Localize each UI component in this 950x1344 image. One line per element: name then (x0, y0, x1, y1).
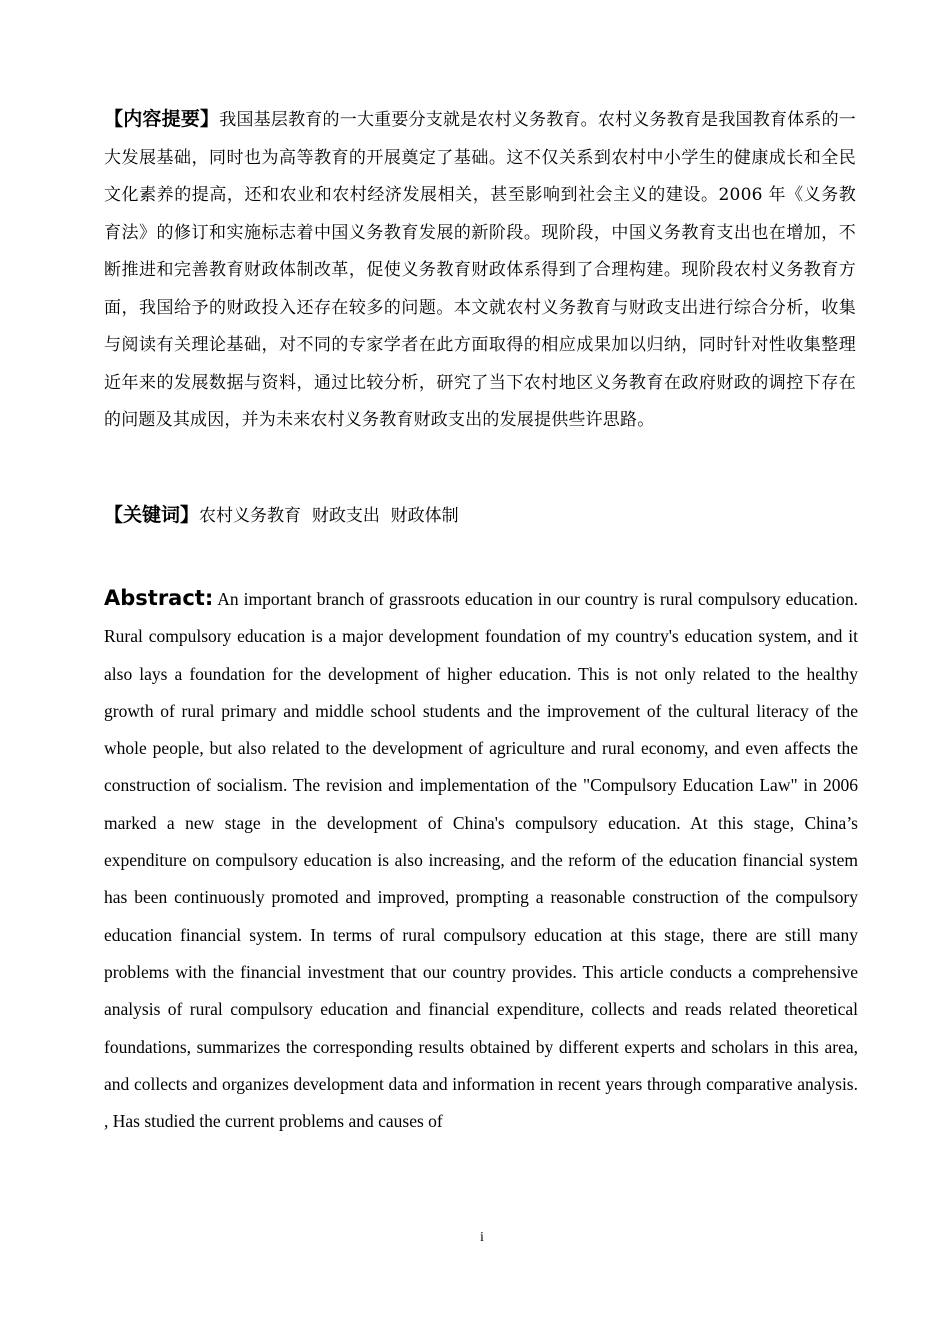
page-number: i (480, 1230, 484, 1245)
english-abstract-heading: Abstract: (104, 586, 214, 610)
english-abstract (104, 580, 858, 1140)
english-abstract-body: An important branch of grassroots education in our country is rural compulsory education. Rural compulsory education is a major development foundation of my country's education system, and it also lays a foundation for the development of higher education. This is not only related to the healthy growth of rural primary and middle school students and the improvement of the cultural literacy of the whole people, but also related to the development of agriculture and rural economy, and even affects the construction of socialism. The revision and implementation of the "Compulsory Education Law" in 2006 marked a new stage in the development of China's compulsory education. At this stage, China’s expenditure on compulsory education is also increasing, and the reform of the education financial system has been continuously promoted and improved, prompting a reasonable construction of the compulsory education financial system. In terms of rural compulsory education at this stage, there are still many problems with the financial investment that our country provides. This article conducts a comprehensive analysis of rural compulsory education and financial expenditure, collects and reads related theoretical foundations, summarizes the corresponding results obtained by different experts and scholars in this area, and collects and organizes development data and information in recent years through comparative analysis. , Has studied the current problems and causes of (104, 589, 858, 1132)
chinese-abstract-heading: 【内容提要】 (104, 108, 220, 130)
chinese-keywords-heading: 【关键词】 (104, 504, 200, 526)
chinese-keywords-body: 农村义务教育 财政支出 财政体制 (199, 506, 459, 526)
chinese-abstract (104, 101, 856, 440)
chinese-keywords (104, 498, 856, 533)
chinese-abstract-body: 我国基层教育的一大重要分支就是农村义务教育。农村义务教育是我国教育体系的一大发展基础，同时也为高等教育的开展奠定了基础。这不仅关系到农村中小学生的健康成长和全民文化素养的提高，还和农业和农村经济发展相关，甚至影响到社会主义的建设。2006 年《义务教育法》的修订和实施标志着中国义务教育发展的新阶段。现阶段，中国义务教育支出也在增加，不断推进和完善教育财政体制改革，促使义务教育财政体系得到了合理构建。现阶段农村义务教育方面，我国给予的财政投入还存在较多的问题。本文就农村义务教育与财政支出进行综合分析，收集与阅读有关理论基础，对不同的专家学者在此方面取得的相应成果加以归纳，同时针对性收集整理近年来的发展数据与资料，通过比较分析，研究了当下农村地区义务教育在政府财政的调控下存在的问题及其成因，并为未来农村义务教育财政支出的发展提供些许思路。 (104, 110, 856, 430)
